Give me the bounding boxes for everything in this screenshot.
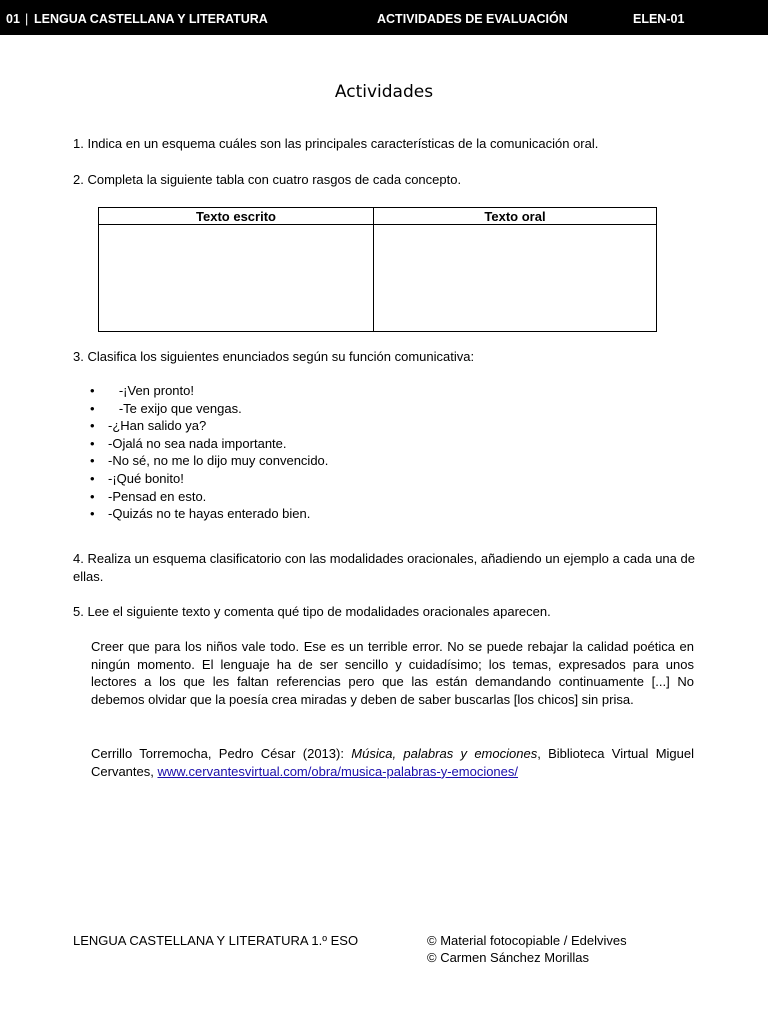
sentence-list	[90, 382, 328, 523]
list-item: • -Pensad en esto.	[90, 488, 207, 504]
citation	[91, 745, 694, 780]
question-4: 4. Realiza un esquema clasificatorio con las modalidades oracionales, añadiendo un ejemplo a cada una de ellas.	[73, 551, 695, 584]
question-1: 1. Indica en un esquema cuáles son las principales características de la comunicación oral.	[73, 136, 599, 151]
footer-copyright	[427, 932, 627, 966]
list-item: • -No sé, no me lo dijo muy convencido.	[90, 453, 329, 469]
list-item: • -¡Ven pronto!	[90, 383, 194, 398]
citation-rest: , Biblioteca Virtual Miguel Cervantes,	[91, 746, 694, 779]
list-item: • -Quizás no te hayas enterado bien.	[90, 506, 311, 522]
footer-copyright-line1: © Material fotocopiable / Edelvives	[427, 933, 627, 948]
table-cell-written[interactable]	[99, 225, 374, 332]
comparison-table	[98, 207, 657, 332]
quote-text: Creer que para los niños vale todo. Ese es un terrible error. No se puede rebajar la calidad poética en ningún momento. El lenguaje ha de ser sencillo y cuidadísimo; los temas, expresados para unos lectores a los que les faltan referencias pero que las están demandando continuamente [...] No debemos olvidar que la poesía crea miradas y deben de saber buscarlas [los chicos] sin prisa.	[91, 639, 694, 708]
bullet-icon: •	[90, 453, 95, 469]
list-item: • -¡Qué bonito!	[90, 470, 184, 486]
list-item: • -Te exijo que vengas.	[90, 400, 242, 416]
footer-copyright-line2: © Carmen Sánchez Morillas	[427, 950, 590, 965]
bullet-icon: •	[90, 383, 95, 398]
page-title: Actividades	[334, 82, 434, 102]
question-5: 5. Lee el siguiente texto y comenta qué tipo de modalidades oracionales aparecen.	[73, 604, 551, 619]
citation-title: Música, palabras y emociones	[351, 746, 538, 761]
header-number: 01	[6, 12, 20, 26]
table-header-written: Texto escrito	[99, 208, 374, 225]
bullet-icon: •	[90, 488, 95, 504]
bullet-icon: •	[90, 506, 95, 522]
header-subject: LENGUA CASTELLANA Y LITERATURA	[34, 12, 268, 26]
bullet-icon: •	[90, 435, 95, 451]
citation-author: Cerrillo Torremocha, Pedro César (2013):	[91, 746, 352, 761]
table-cell-oral[interactable]	[374, 225, 657, 332]
citation-link[interactable]: www.cervantesvirtual.com/obra/musica-palabras-y-emociones/	[157, 763, 519, 779]
header-separator: |	[25, 12, 29, 26]
page-header	[0, 0, 768, 35]
list-item: • -¿Han salido ya?	[90, 418, 207, 434]
header-section: ACTIVIDADES DE EVALUACIÓN	[377, 12, 568, 26]
bullet-icon: •	[90, 400, 95, 416]
question-3: 3. Clasifica los siguientes enunciados según su función comunicativa:	[73, 349, 475, 364]
question-2: 2. Completa la siguiente tabla con cuatro rasgos de cada concepto.	[73, 172, 462, 187]
table-header-oral: Texto oral	[374, 208, 657, 225]
list-item: • -Ojalá no sea nada importante.	[90, 435, 287, 451]
bullet-icon: •	[90, 470, 95, 486]
footer-subject: LENGUA CASTELLANA Y LITERATURA 1.º ESO	[73, 933, 359, 948]
header-code: ELEN-01	[633, 12, 685, 26]
bullet-icon: •	[90, 418, 95, 434]
